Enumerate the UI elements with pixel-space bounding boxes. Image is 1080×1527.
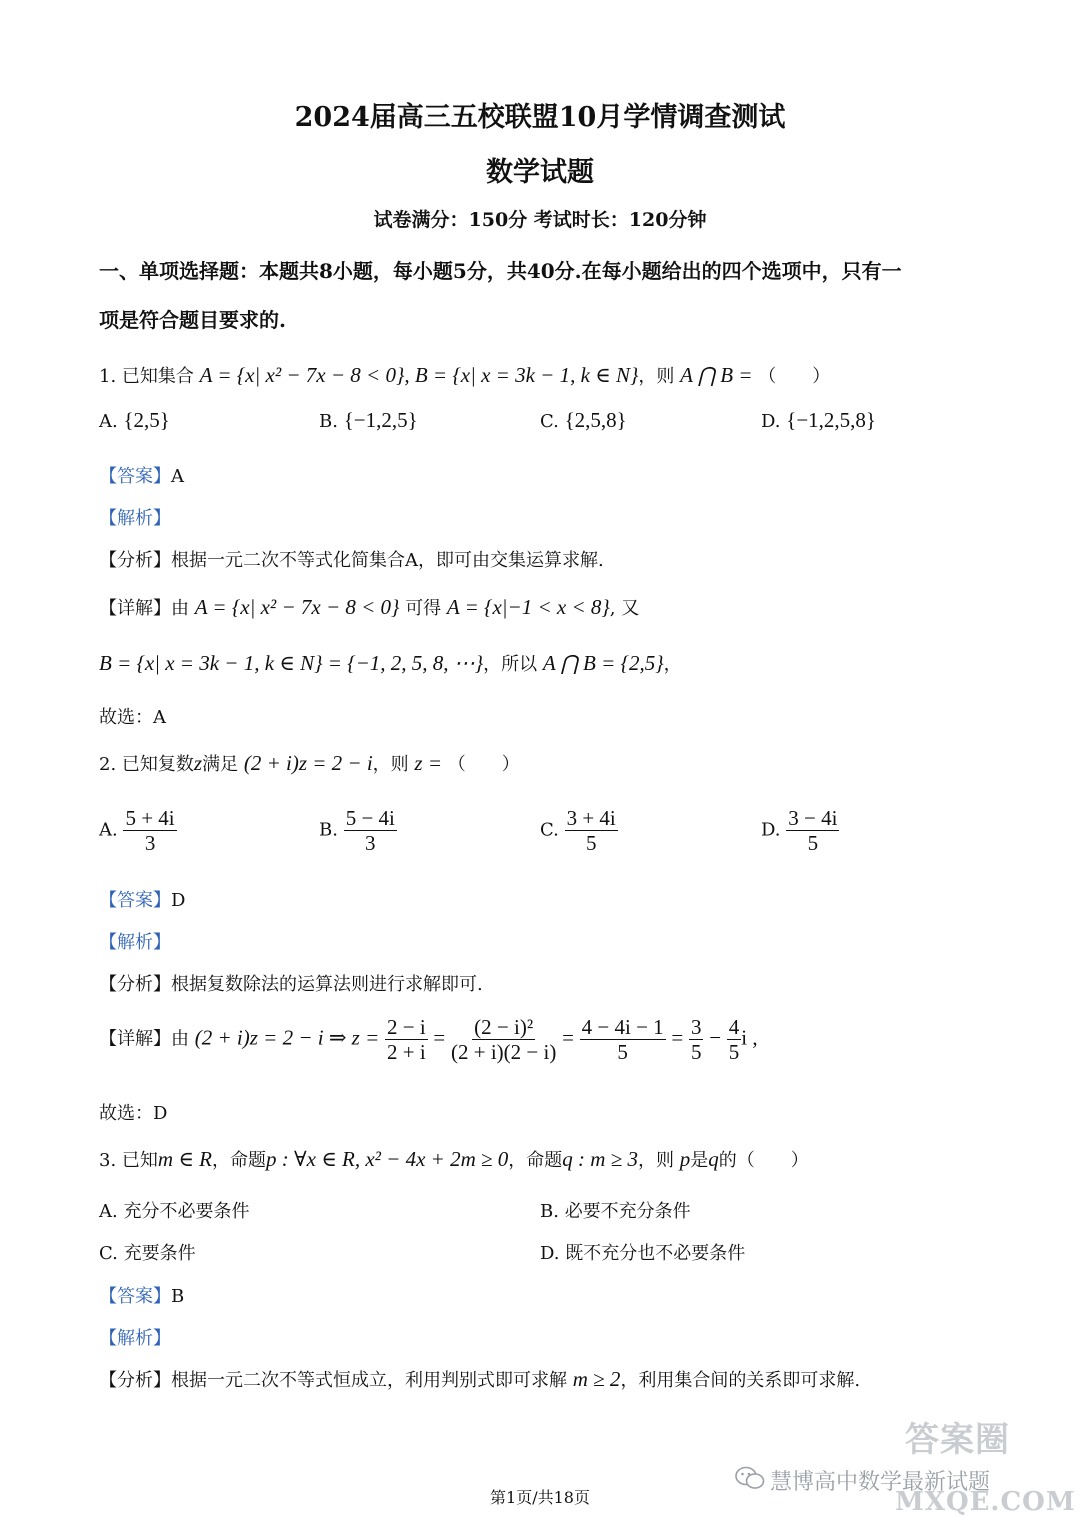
- q1-xiangjie-line2: B = {x| x = 3k − 1, k ∈ N} = {−1, 2, 5, 8, ⋯}，所以 A ⋂ B = {2,5}，: [99, 651, 682, 675]
- q1-option-a: A. {2,5}: [99, 408, 170, 432]
- q1-xiangjie-line1: 【详解】由 A = {x| x² − 7x − 8 < 0} 可得 A = {x|−1 < x < 8}, 又: [99, 595, 640, 619]
- question-2-stem: 2. 已知复数z满足 (2 + i)z = 2 − i，则 z = （ ）: [99, 751, 520, 775]
- q3-option-c: C. 充要条件: [99, 1243, 196, 1264]
- q3-option-d: D. 既不充分也不必要条件: [540, 1243, 746, 1264]
- q2-option-a: A. $\frac{5 + 4i}{3}$: [99, 806, 175, 856]
- exam-title: 2024届高三五校联盟10月学情调查测试: [294, 102, 786, 133]
- q2-option-d: D. $\frac{3 - 4i}{5}$: [761, 806, 838, 856]
- q2-xiangjie: 【详解】由 (2 + i)z = 2 − i ⇒ z = $\frac{2 - i}{2 + i}$ = $\frac{\text{(2 − i)²}}{(2 + i)(2 - i)}$ = $\frac{4 - 4i - 1}{5}$ = $\frac{3}{5}$ − $\frac{4}{5}$ i ,: [99, 1015, 758, 1065]
- question-1-stem: [99, 362, 830, 388]
- q1-math: A = {x| x² − 7x − 8 < 0}, B = {x| x = 3k − 1, k ∈ N}: [199, 363, 639, 387]
- q3-option-b: B. 必要不充分条件: [540, 1201, 691, 1222]
- q2-jiexi: 【解析】: [99, 932, 171, 953]
- exam-meta: 试卷满分：150分 考试时长：120分钟: [373, 209, 707, 231]
- section-heading-line2: 项是符合题目要求的.: [99, 308, 286, 332]
- q1-option-d: D. {−1,2,5,8}: [761, 408, 877, 432]
- q1-option-b: B. {−1,2,5}: [319, 408, 418, 432]
- q1-tail: A ⋂ B =: [680, 363, 753, 387]
- q2-guxuan: 故选：D: [99, 1103, 168, 1124]
- watermark-text: 慧博高中数学最新试题: [770, 1470, 991, 1495]
- q1-paren: （ ）: [758, 366, 831, 387]
- q1-suffix: ，则: [638, 366, 675, 387]
- page-number: 第1页/共18页: [490, 1488, 590, 1507]
- q2-fenxi: 【分析】根据复数除法的运算法则进行求解即可.: [99, 974, 483, 995]
- q2-option-b: B. $\frac{5 - 4i}{3}$: [319, 806, 395, 856]
- q3-fenxi: 【分析】根据一元二次不等式恒成立，利用判别式即可求解 m ≥ 2，利用集合间的关系即可求解.: [99, 1367, 861, 1391]
- q3-answer: 【答案】B: [99, 1286, 185, 1307]
- q1-jiexi: 【解析】: [99, 508, 171, 529]
- q1-guxuan: 故选：A: [99, 707, 166, 728]
- q1-fenxi: 【分析】根据一元二次不等式化简集合A，即可由交集运算求解.: [99, 550, 604, 571]
- q2-option-c: C. $\frac{3 + 4i}{5}$: [540, 806, 616, 856]
- q3-jiexi: 【解析】: [99, 1328, 171, 1349]
- q2-answer: 【答案】D: [99, 890, 186, 911]
- section-heading-line1: 一、单项选择题：本题共8小题，每小题5分，共40分.在每小题给出的四个选项中，只有一: [99, 259, 902, 283]
- question-3-stem: 3. 已知m ∈ R，命题p : ∀x ∈ R, x² − 4x + 2m ≥ 0，命题q : m ≥ 3，则 p是q的（ ）: [99, 1147, 809, 1171]
- q1-prefix: 1. 已知集合: [99, 366, 194, 387]
- q1-option-c: C. {2,5,8}: [540, 408, 627, 432]
- q3-option-a: A. 充分不必要条件: [99, 1201, 250, 1222]
- watermark-logo-text: 答案圈: [905, 1420, 1010, 1460]
- exam-subtitle: 数学试题: [486, 157, 594, 188]
- watermark-url: MXQE.COM: [895, 1487, 1076, 1517]
- q1-answer: 【答案】A: [99, 466, 184, 487]
